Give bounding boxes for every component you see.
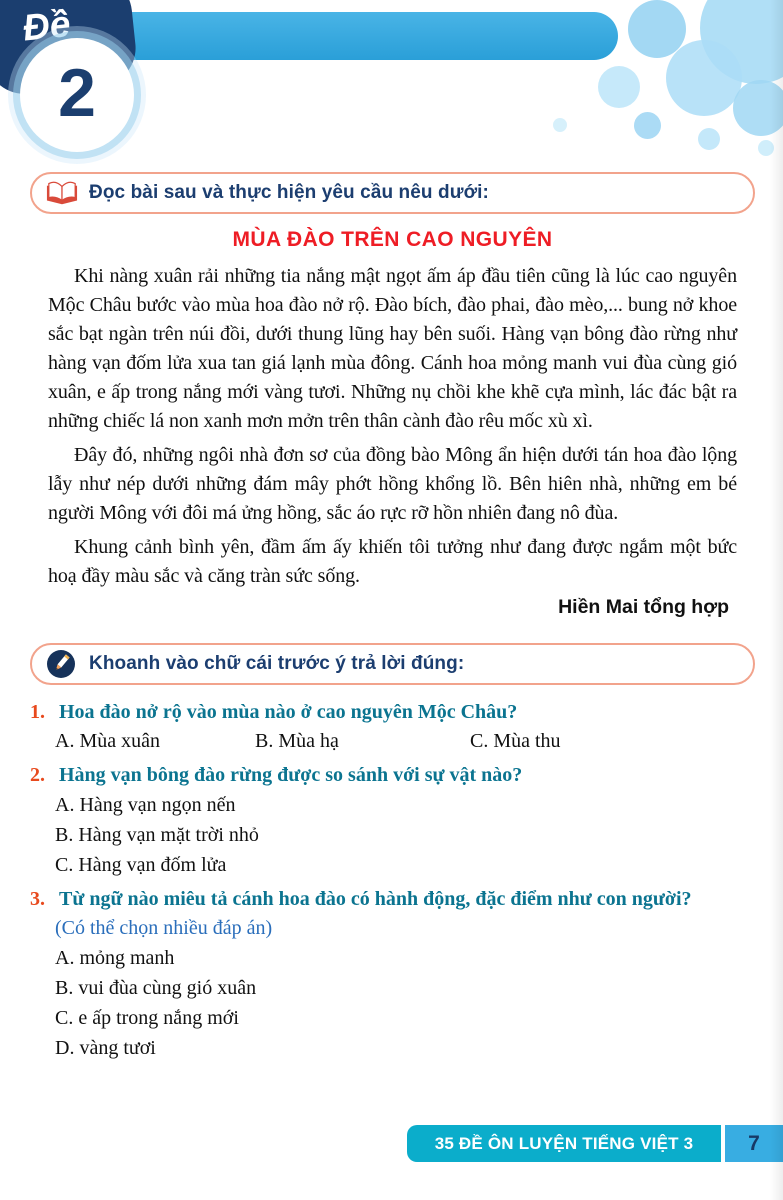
- question-3: [30, 884, 755, 1063]
- option: C. Mùa thu: [470, 730, 561, 752]
- question-1-options: [30, 727, 755, 756]
- question-1: [30, 697, 755, 756]
- question-text: Hàng vạn bông đào rừng được so sánh với sự vật nào?: [59, 764, 523, 786]
- question-number: 1.: [30, 701, 45, 723]
- question-2-options: [30, 791, 755, 880]
- option: D. vàng tươi: [55, 1037, 156, 1059]
- option: B. Mùa hạ: [255, 730, 339, 752]
- option: C. e ấp trong nắng mới: [55, 1007, 239, 1029]
- option: B. vui đùa cùng gió xuân: [55, 977, 257, 999]
- question-note: (Có thể chọn nhiều đáp án): [55, 917, 273, 939]
- questions-instruction-banner: [30, 643, 755, 685]
- question-text: Từ ngữ nào miêu tả cánh hoa đào có hành động, đặc điểm như con người?: [59, 888, 692, 910]
- question-2-head: [30, 760, 755, 790]
- question-number: 3.: [30, 888, 45, 910]
- author-credit: Hiền Mai tổng hợp: [558, 596, 729, 618]
- option: B. Hàng vạn mặt trời nhỏ: [55, 824, 259, 846]
- decor-bubble: [666, 40, 742, 116]
- decor-bubble: [598, 66, 640, 108]
- page-footer: [407, 1125, 783, 1162]
- open-book-icon: [46, 178, 78, 208]
- decor-bubble: [758, 140, 774, 156]
- decor-bubble: [733, 80, 783, 136]
- decor-bubble: [553, 118, 567, 132]
- reading-passage: [30, 262, 755, 619]
- question-number: 2.: [30, 764, 45, 786]
- questions-list: [30, 697, 755, 1063]
- pencil-icon: [46, 649, 78, 679]
- option: A. mỏng manh: [55, 947, 175, 969]
- exam-number: 2: [58, 55, 96, 131]
- exam-badge-label: Đề: [20, 2, 73, 49]
- questions-instruction-text: Khoanh vào chữ cái trước ý trả lời đúng:: [89, 653, 465, 674]
- series-title-bar: 35 ĐỀ ÔN LUYỆN TIẾNG VIỆT 3: [407, 1125, 721, 1162]
- reading-paragraph: Đây đó, những ngôi nhà đơn sơ của đồng bào Mông ẩn hiện dưới tán hoa đào lộng lẫy như nép dưới những đám mây phớt hồng khổng lồ. Bên hiên nhà, những em bé người Mông với đôi má ửng hồng, sắc áo rực rỡ hồn nhiên đang nô đùa.: [48, 444, 737, 524]
- page-number-badge: 7: [725, 1125, 783, 1162]
- page-edge-shadow: [770, 0, 783, 1200]
- option: A. Mùa xuân: [55, 730, 160, 752]
- reading-paragraph: Khung cảnh bình yên, đầm ấm ấy khiến tôi tưởng như đang được ngắm một bức hoạ đầy màu sắc và căng tràn sức sống.: [48, 536, 737, 587]
- question-3-options: [30, 944, 755, 1063]
- question-text: Hoa đào nở rộ vào mùa nào ở cao nguyên Mộc Châu?: [59, 701, 518, 723]
- reading-title: MÙA ĐÀO TRÊN CAO NGUYÊN: [232, 228, 553, 251]
- option: A. Hàng vạn ngọn nến: [55, 794, 236, 816]
- exam-number-circle: [20, 38, 134, 152]
- question-2: [30, 760, 755, 880]
- question-1-head: [30, 697, 755, 727]
- reading-instruction-text: Đọc bài sau và thực hiện yêu cầu nêu dưới:: [89, 182, 489, 203]
- decor-bubble: [698, 128, 720, 150]
- reading-paragraph: Khi nàng xuân rải những tia nắng mật ngọt ấm áp đầu tiên cũng là lúc cao nguyên Mộc Châu bước vào mùa hoa đào nở rộ. Đào bích, đào phai, đào mèo,... bung nở khoe sắc bạt ngàn trên núi đồi, dưới thung lũng hay bên suối. Hàng vạn bông đào rừng như hàng vạn đốm lửa xua tan giá lạnh mùa đông. Cánh hoa mỏng manh vui đùa cùng gió xuân, e ấp trong nắng mới vàng tươi. Những nụ chồi khe khẽ cựa mình, lác đác bật ra những chiếc lá non xanh mơn mởn trên thân cành đào rêu mốc xù xì.: [48, 265, 737, 432]
- decor-bubble: [634, 112, 661, 139]
- question-3-head: [30, 884, 755, 914]
- reading-instruction-banner: [30, 172, 755, 214]
- page-content: [30, 172, 755, 1063]
- option: C. Hàng vạn đốm lửa: [55, 854, 227, 876]
